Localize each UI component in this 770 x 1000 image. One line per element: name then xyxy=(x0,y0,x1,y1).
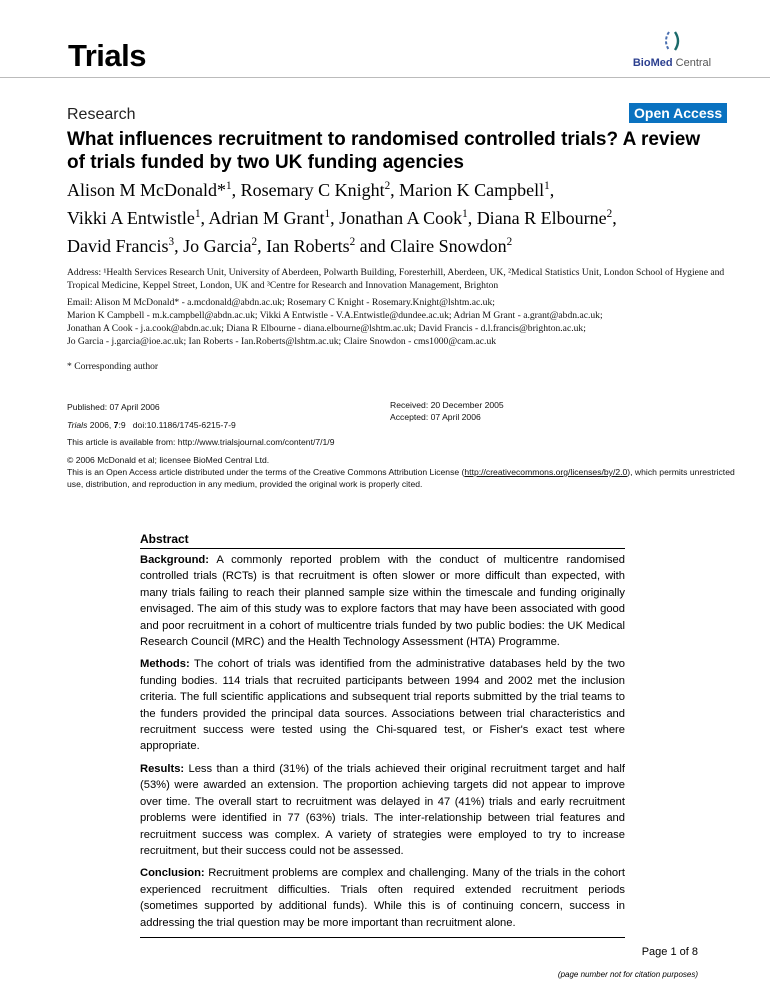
email-line: Jonathan A Cook - j.a.cook@abdn.ac.uk; Diana R Elbourne - diana.elbourne@lshtm.ac.uk; David Francis - d.l.francis@brighton.ac.uk; xyxy=(67,323,586,334)
author-name: Alison M McDonald* xyxy=(67,180,226,200)
author xyxy=(67,208,201,228)
license-text: This is an Open Access article distributed under the terms of the Creative Commons Attribution License ( xyxy=(67,467,465,477)
author xyxy=(390,236,512,256)
paragraph-label: Results: xyxy=(140,762,185,775)
author-affiliation: 2 xyxy=(384,180,391,192)
corresponding-note: * Corresponding author xyxy=(67,361,159,372)
author xyxy=(266,236,355,256)
copyright xyxy=(67,454,737,490)
author-affiliation: 1 xyxy=(544,180,550,192)
copyright-line: © 2006 McDonald et al; licensee BioMed Central Ltd. xyxy=(67,455,270,465)
abstract-paragraph xyxy=(140,865,625,931)
author-affiliation: 1 xyxy=(194,208,201,220)
biomed-logo-icon xyxy=(660,30,684,52)
affiliations: Address: ¹Health Services Research Unit, University of Aberdeen, Polwarth Building, Foresterhill, Aberdeen, UK, ²Medical Statistics Unit, London School of Hygiene and Tropical Medicine, Keppel Street, London, UK and ³Centre for Research and Innovation Management, Brighton xyxy=(67,267,725,291)
author-name: David Francis xyxy=(67,236,169,256)
cite-number: :9 xyxy=(118,420,126,430)
author xyxy=(477,208,613,228)
page-note: (page number not for citation purposes) xyxy=(557,970,698,979)
abstract-heading: Abstract xyxy=(140,532,625,549)
page-number: Page 1 of 8 xyxy=(641,946,698,958)
author xyxy=(339,208,468,228)
author-name: Adrian M Grant xyxy=(208,208,325,228)
license-text-end: ), which permits unrestricted use, distribution, and reproduction in any medium, provided the original work is properly cited. xyxy=(67,467,735,489)
availability: This article is available from: http://www.trialsjournal.com/content/7/1/9 xyxy=(67,437,335,447)
article-section: Research xyxy=(67,106,136,123)
paragraph-text: Less than a third (31%) of the trials achieved their original recruitment target and half (53%) were awarded an extension. The proportion achieving targets did not appear to improve over time. The overall start to recruitment was delayed in 47 (41%) trials and early recruitment problems were identified in 77 (63%) trials. The inter-relationship between trial features and recruitment success was complex. A variety of strategies were employed to try to increase recruitment, but their success could not be assessed. xyxy=(140,762,625,857)
author-name: Jo Garcia xyxy=(183,236,252,256)
author-affiliation: 2 xyxy=(606,208,613,220)
license-link[interactable]: http://creativecommons.org/licenses/by/2.0 xyxy=(464,467,628,477)
citation xyxy=(67,419,236,431)
header-divider xyxy=(0,77,770,78)
abstract-paragraph xyxy=(140,552,625,650)
article-title: What influences recruitment to randomised controlled trials? A review of trials funded by two UK funding agencies xyxy=(67,129,701,173)
email-line: Jo Garcia - j.garcia@ioe.ac.uk; Ian Roberts - Ian.Roberts@lshtm.ac.uk; Claire Snowdon - cms1000@cam.ac.uk xyxy=(67,336,497,347)
cite-journal: Trials xyxy=(67,420,88,430)
abstract-end-rule xyxy=(140,937,625,938)
author-list: Alison M McDonald*$^1$, Rosemary C Knight$^2$, Marion K Campbell$^1$, Vikki A Entwistle$^1$, Adrian M Grant$^1$, Jonathan A Cook$^1$, Diana R Elbourne$^2$, David Francis$^3$, Jo Garcia$^2$, Ian Roberts$^2$ and Claire Snowdon$^2$ xyxy=(67,180,617,256)
email-list xyxy=(67,296,727,348)
abstract xyxy=(140,532,625,938)
author-affiliation: 1 xyxy=(226,180,232,192)
author-name: Rosemary C Knight xyxy=(240,180,385,200)
email-line: Marion K Campbell - m.k.campbell@abdn.ac.uk; Vikki A Entwistle - V.A.Entwistle@dundee.ac.uk; Adrian M Grant - a.grant@abdn.ac.uk; xyxy=(67,310,603,321)
open-access-badge: Open Access xyxy=(629,103,727,123)
paragraph-text: Recruitment problems are complex and challenging. Many of the trials in the cohort experienced recruitment difficulties. Trials often required extended recruitment periods (sometimes supported by additional funds). While this is of continuing concern, success in addressing the trial question may be more important than recruitment alone. xyxy=(140,867,625,929)
author-name: Vikki A Entwistle xyxy=(67,208,195,228)
paragraph-text: A commonly reported problem with the conduct of multicentre randomised controlled trials (RCTs) is that recruitment is often slower or more difficult than expected, with many trials failing to reach their planned sample size within the timescale and funding originally envisaged. The aim of this study was to explore factors that may have been associated with good and poor recruitment in a cohort of multicentre trials funded by two public bodies: the UK Medical Research Council (MRC) and the Health Technology Assessment (HTA) Programme. xyxy=(140,554,625,649)
publisher-logo xyxy=(612,30,732,69)
cite-year: 2006, xyxy=(87,420,114,430)
author xyxy=(209,208,331,228)
author-name: Jonathan A Cook xyxy=(339,208,463,228)
received-date: Received: 20 December 2005 xyxy=(390,400,504,410)
doi: doi:10.1186/1745-6215-7-9 xyxy=(132,420,236,430)
accepted-date: Accepted: 07 April 2006 xyxy=(390,412,481,422)
author-affiliation: 1 xyxy=(462,208,468,220)
author-affiliation: 3 xyxy=(168,236,175,248)
paragraph-text: The cohort of trials was identified from the administrative databases held by the two funding bodies. 114 trials that recruited participants between 1994 and 2002 met the inclusion criteria. The full scientific applications and subsequent trial reports submitted by the trial teams to the funders provided the principal data sources. Associations between trial characteristics and recruitment success were tested using the Chi-squared test, or Fisher's exact test where appropriate. xyxy=(140,658,625,753)
paragraph-label: Methods: xyxy=(140,658,190,671)
published-date: Published: 07 April 2006 xyxy=(67,402,160,412)
author-affiliation: 2 xyxy=(349,236,356,248)
author-name: Diana R Elbourne xyxy=(476,208,607,228)
author xyxy=(67,236,174,256)
author xyxy=(183,236,257,256)
publisher-rest: Central xyxy=(675,57,712,69)
author-name: Claire Snowdon xyxy=(390,236,507,256)
author-name: Ian Roberts xyxy=(266,236,350,256)
author-name: Marion K Campbell xyxy=(399,180,545,200)
author xyxy=(67,180,232,200)
author-affiliation: 2 xyxy=(251,236,258,248)
publisher-brand: BioMed xyxy=(632,57,673,69)
author-affiliation: 1 xyxy=(324,208,331,220)
abstract-paragraph xyxy=(140,656,625,754)
author-affiliation: 2 xyxy=(506,236,513,248)
paragraph-label: Background: xyxy=(140,554,209,566)
paragraph-label: Conclusion: xyxy=(140,867,205,880)
abstract-paragraph xyxy=(140,761,625,859)
cite-volume: 7 xyxy=(113,420,119,430)
author xyxy=(399,180,550,200)
journal-title: Trials xyxy=(68,38,146,73)
email-line: Email: Alison M McDonald* - a.mcdonald@abdn.ac.uk; Rosemary C Knight - Rosemary.Knight@lshtm.ac.uk; xyxy=(67,297,495,308)
author xyxy=(241,180,391,200)
